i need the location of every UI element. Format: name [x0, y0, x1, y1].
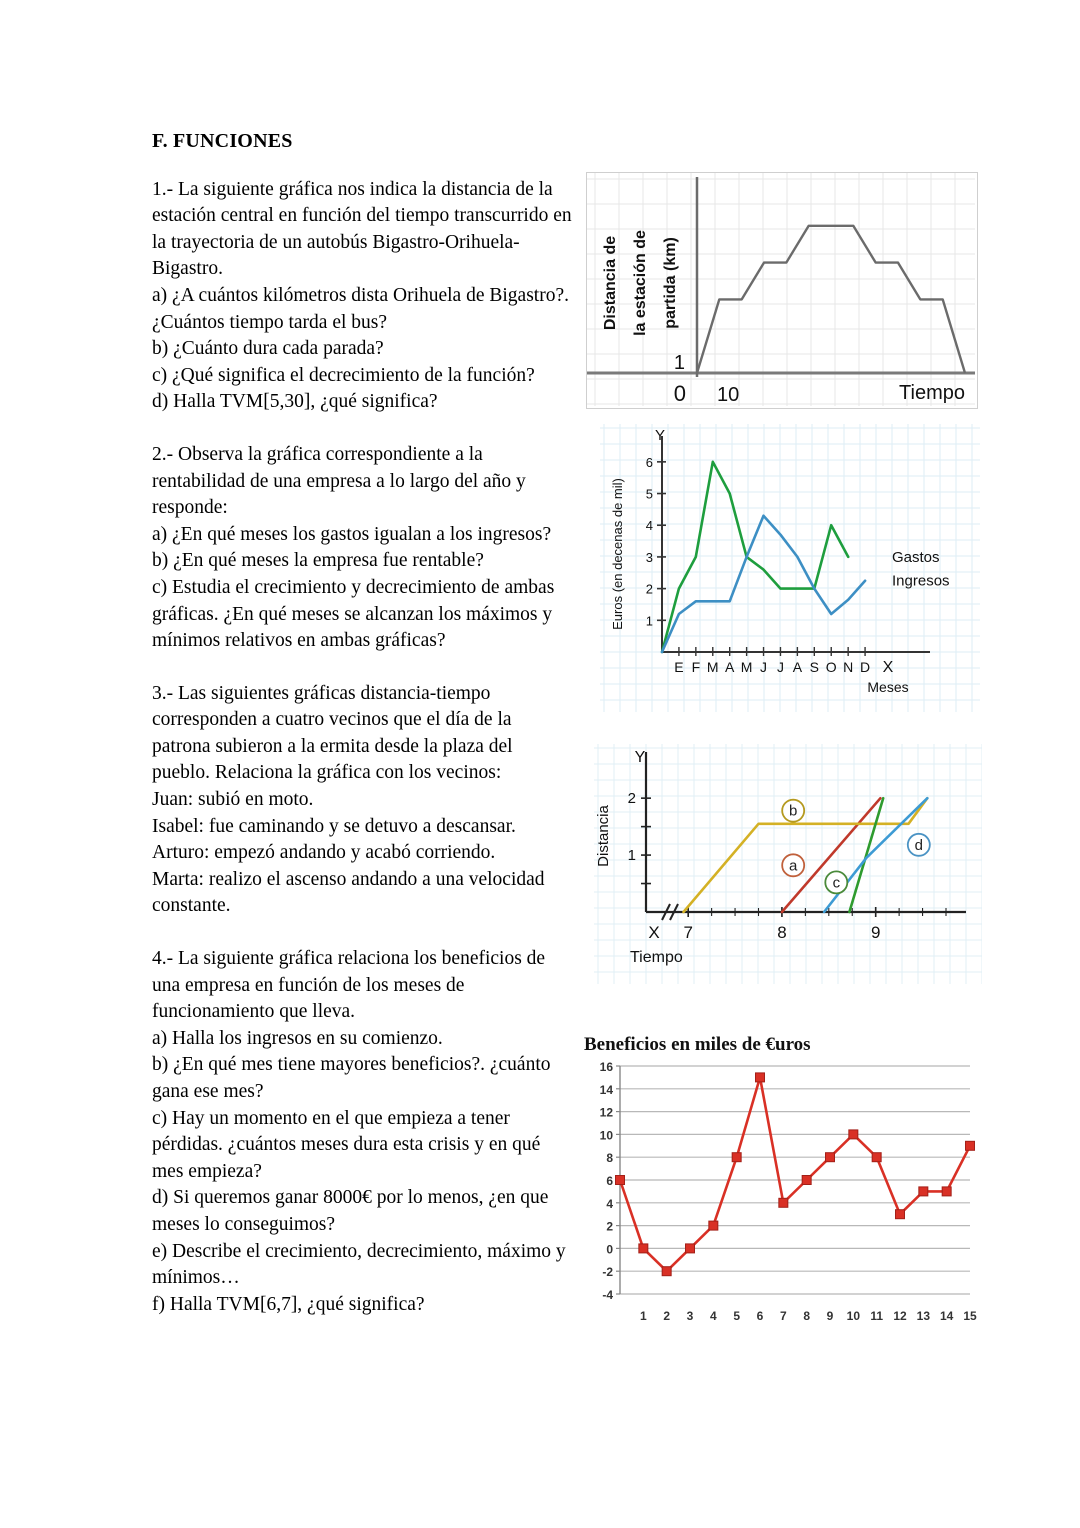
exercise-4-item-e: e) Describe el crecimiento, decrecimiento, máximo y mínimos… [152, 1240, 566, 1289]
figure-4-ytick-label: 0 [606, 1242, 613, 1257]
figure-4-xtick-label: 11 [870, 1309, 884, 1323]
exercise-2-statement: 2.- Observa la gráfica correspondiente a la rentabilidad de una empresa a lo largo del año y responde: [152, 443, 526, 519]
figure-3-y-axis-label: Distancia [595, 805, 612, 867]
exercise-4-statement: 4.- La siguiente gráfica relaciona los beneficios de una empresa en función de los meses de funcionamiento que lleva. [152, 948, 546, 1023]
figure-4-xtick-label: 5 [733, 1309, 741, 1323]
exercise-2 [152, 442, 572, 655]
figure-2-ytick-label: 3 [645, 549, 653, 565]
figure-4-data-point [919, 1187, 928, 1196]
figure-3-x-axis-letter: X [648, 923, 660, 942]
figure-2-gastos-ingresos [600, 424, 980, 712]
figure-4-title: Beneficios en miles de €uros [584, 1034, 811, 1055]
figure-2-ytick-label: 4 [645, 518, 653, 534]
figure-2-month-label: A [792, 659, 803, 675]
exercise-4-item-b: b) ¿En qué mes tiene mayores beneficios?. ¿cuánto gana ese mes? [152, 1054, 551, 1102]
figure-4-xtick-label: 14 [939, 1309, 954, 1323]
figure-2-series-gastos [662, 462, 848, 652]
figure-4-data-point [732, 1153, 741, 1162]
figure-2-y-axis-label: Euros (en decenas de mil) [610, 478, 625, 630]
exercise-1-item-d: d) Halla TVM[5,30], ¿qué significa? [152, 391, 438, 413]
figure-2-svg [600, 424, 980, 712]
figure-4-ytick-label: 16 [599, 1060, 613, 1074]
figure-2-ytick-label: 6 [645, 454, 653, 470]
figure-1-origin-label: 0 [673, 381, 686, 406]
figure-2-legend-gastos: Gastos [892, 548, 940, 566]
figure-2-month-label: N [843, 659, 854, 675]
exercise-4-item-c: c) Hay un momento en el que empieza a tener pérdidas. ¿cuántos meses dura esta crisis y en qué mes empieza? [152, 1107, 541, 1182]
figure-4-xtick-label: 4 [709, 1309, 717, 1323]
figure-2-x-axis-letter: X [882, 659, 894, 676]
figure-3-svg [594, 744, 982, 984]
figure-4-data-point [686, 1244, 695, 1253]
figure-4-data-point [756, 1073, 765, 1082]
figure-3-label-c: c [832, 874, 841, 892]
figure-1-y-axis-label [602, 230, 679, 336]
figure-4-ytick-label: 6 [606, 1174, 613, 1188]
figure-1-svg [587, 173, 975, 406]
exercise-2-item-b: b) ¿En qué meses la empresa fue rentable? [152, 550, 484, 572]
figure-4-ytick-label: 14 [599, 1082, 613, 1097]
figure-4-data-point [872, 1153, 881, 1162]
exercise-1-statement: 1.- La siguiente gráfica nos indica la distancia de la estación central en función del tiempo transcurrido en la trayectoria de un autobús Bigastro-Orihuela-Bigastro. [152, 178, 572, 280]
figure-2-grid [600, 424, 980, 712]
figure-4-data-point [662, 1267, 671, 1276]
figure-4-data-point [779, 1198, 788, 1207]
figure-4-xtick-label: 10 [846, 1309, 861, 1323]
text-column [152, 128, 572, 1344]
figure-3-xtick-label: 7 [683, 923, 693, 942]
figure-2-month-label: O [825, 659, 837, 675]
exercise-1 [152, 177, 572, 416]
figure-4-data-point [802, 1176, 811, 1185]
exercise-3-isabel: Isabel: fue caminando y se detuvo a descansar. [152, 815, 516, 837]
figure-4-ytick-label: 8 [606, 1151, 613, 1166]
figure-3-ytick-label: 1 [627, 847, 636, 865]
figure-2-month-label: S [809, 659, 819, 675]
figure-4-xtick-label: 6 [756, 1309, 764, 1323]
figure-4-data-point [942, 1187, 951, 1196]
figure-4-data-point [966, 1141, 975, 1150]
figure-4-xtick-label: 7 [779, 1309, 787, 1323]
figure-4-data-point [639, 1244, 648, 1253]
y-axis-label-line: la estación de [632, 230, 649, 336]
figure-2-month-label: A [725, 659, 735, 675]
figure-2-month-label: M [706, 659, 719, 675]
figure-4-xtick-label: 15 [963, 1309, 977, 1323]
figure-4-svg [578, 1028, 978, 1340]
figure-4-beneficios [578, 1028, 978, 1340]
exercise-4-item-f: f) Halla TVM[6,7], ¿qué significa? [152, 1293, 425, 1315]
figure-4-xtick-label: 12 [893, 1309, 907, 1323]
y-axis-label-line: partida (km) [662, 237, 679, 329]
figure-4-data-point [849, 1130, 858, 1139]
figure-1-ytick-1: 1 [673, 352, 685, 374]
figure-2-y-axis-letter: Y [654, 427, 666, 444]
figure-1-xtick-10: 10 [717, 384, 740, 406]
figure-4-ytick-label: -2 [602, 1265, 613, 1280]
figure-1-bus-distance [586, 172, 978, 409]
figure-2-month-label: D [860, 659, 871, 675]
exercise-1-item-a: a) ¿A cuántos kilómetros dista Orihuela de Bigastro?. ¿Cuántos tiempo tarda el bus? [152, 284, 569, 333]
figure-4-data-point [896, 1210, 905, 1219]
exercise-3-juan: Juan: subió en moto. [152, 789, 314, 811]
figure-2-ytick-label: 1 [645, 613, 653, 629]
figure-2-ytick-label: 2 [645, 581, 653, 597]
figure-4-ytick-label: -4 [602, 1288, 613, 1302]
figure-2-month-label: J [776, 659, 784, 675]
figure-1-data-line [697, 226, 965, 373]
figure-4-xtick-label: 1 [639, 1309, 647, 1323]
y-axis-label-line: Distancia de [602, 235, 619, 331]
figure-4-xtick-label: 8 [803, 1309, 811, 1323]
figure-4-xtick-label: 9 [826, 1309, 834, 1323]
figure-4-data-line [620, 1077, 970, 1271]
exercise-4-item-a: a) Halla los ingresos en su comienzo. [152, 1027, 443, 1049]
figure-2-month-label: E [674, 659, 684, 675]
figure-1-x-axis-label: Tiempo [899, 382, 965, 404]
exercise-1-item-c: c) ¿Qué significa el decrecimiento de la función? [152, 364, 535, 386]
exercise-4-item-d: d) Si queremos ganar 8000€ por lo menos, ¿en que meses lo conseguimos? [152, 1187, 549, 1235]
figure-4-ytick-label: 4 [606, 1196, 613, 1211]
figure-2-month-label: F [691, 659, 701, 675]
figure-4-ytick-label: 2 [606, 1219, 613, 1234]
exercise-3 [152, 681, 572, 920]
figure-4-ytick-label: 12 [599, 1105, 613, 1120]
figure-3-label-b: b [789, 802, 798, 820]
figure-3-ytick-label: 2 [627, 790, 636, 808]
figure-4-data-point [709, 1221, 718, 1230]
figure-4-data-point [616, 1176, 625, 1185]
figure-2-month-label: J [760, 659, 768, 675]
figure-3-line-d [824, 798, 927, 912]
exercise-3-statement: 3.- Las siguientes gráficas distancia-tiempo corresponden a cuatro vecinos que el día de la patrona subieron a la ermita desde la plaza del pueblo. Relaciona la gráfica con los vecinos: [152, 682, 513, 784]
figure-2-legend-ingresos: Ingresos [892, 572, 950, 590]
figure-3-xtick-label: 8 [777, 923, 787, 942]
figure-4-ytick-label: 10 [599, 1128, 613, 1143]
figure-4-data-point [826, 1153, 835, 1162]
figure-3-label-d: d [914, 836, 923, 854]
figure-4-xtick-label: 2 [663, 1309, 671, 1323]
figure-4-xtick-label: 13 [916, 1309, 931, 1323]
figure-3-cuatro-vecinos [594, 744, 982, 984]
figure-3-y-axis-letter: Y [634, 749, 646, 766]
figure-3-label-a: a [789, 857, 798, 875]
figure-2-x-axis-label: Meses [867, 679, 909, 695]
figure-3-line-b [684, 798, 928, 912]
exercise-3-arturo: Arturo: empezó andando y acabó corriendo. [152, 842, 496, 864]
figure-3-x-axis-label: Tiempo [630, 949, 683, 966]
exercise-3-marta: Marta: realizo el ascenso andando a una velocidad constante. [152, 868, 545, 917]
figure-2-ytick-label: 5 [645, 486, 653, 502]
exercise-4 [152, 946, 572, 1318]
exercise-1-item-b: b) ¿Cuánto dura cada parada? [152, 338, 384, 360]
figure-3-xtick-label: 9 [870, 923, 881, 942]
exercise-2-item-c: c) Estudia el crecimiento y decrecimiento de ambas gráficas. ¿En qué meses se alcanzan los máximos y mínimos relativos en ambas gráficas? [152, 576, 555, 652]
figure-2-month-label: M [740, 659, 753, 675]
exercise-2-item-a: a) ¿En qué meses los gastos igualan a los ingresos? [152, 523, 552, 545]
page-title: F. FUNCIONES [152, 130, 293, 152]
figure-4-xtick-label: 3 [686, 1309, 694, 1323]
